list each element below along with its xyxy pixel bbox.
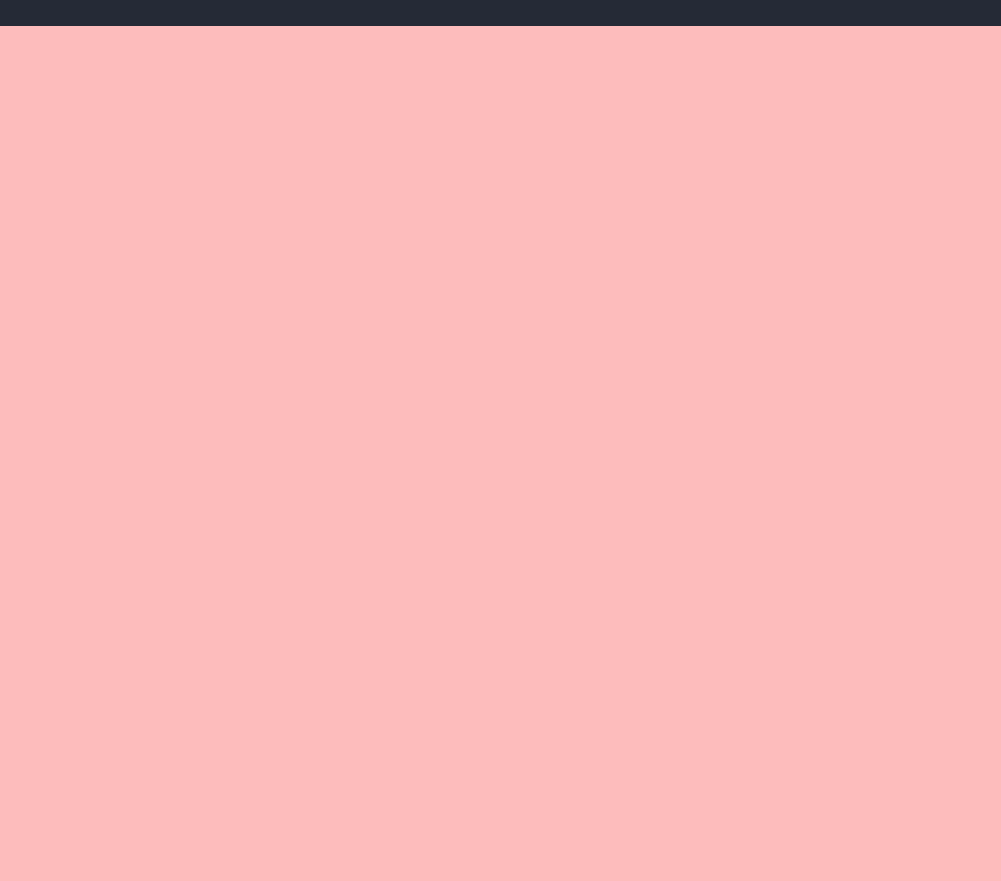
table-header [0,0,1001,26]
